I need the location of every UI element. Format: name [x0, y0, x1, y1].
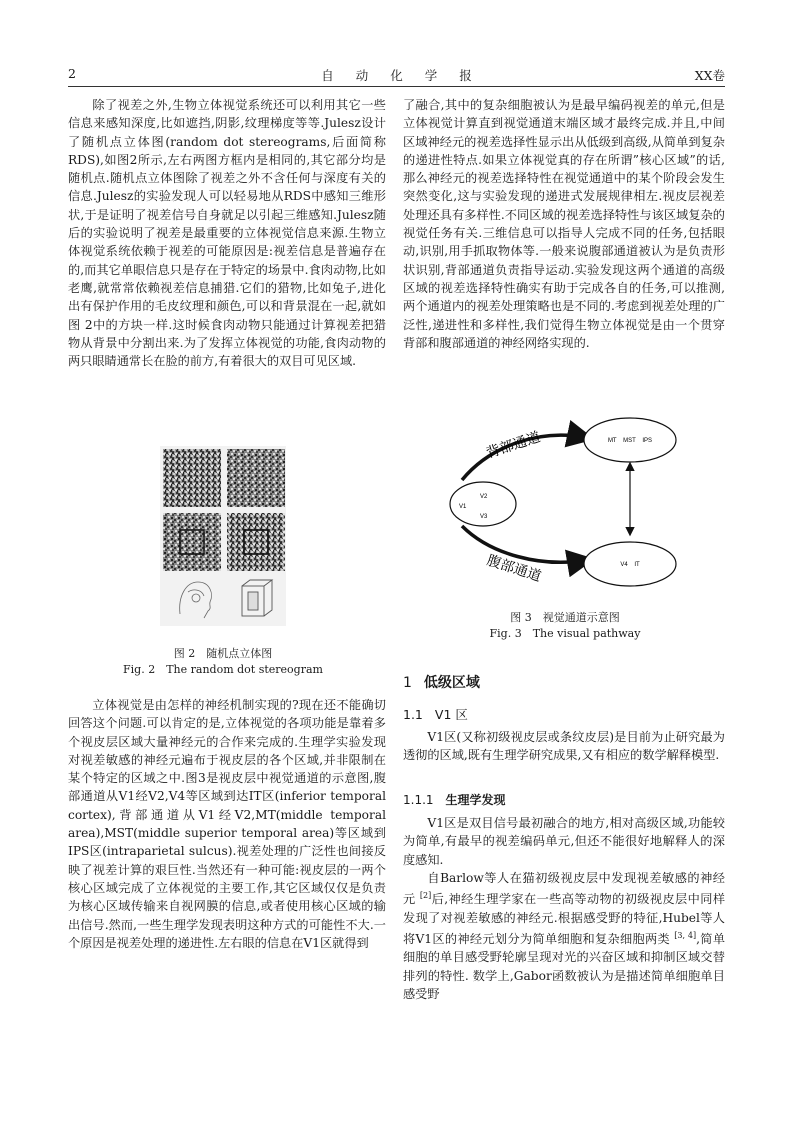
node-v3-label: V3 [480, 514, 488, 520]
header-rule [68, 86, 725, 87]
paragraph: 了融合,其中的复杂细胞被认为是最早编码视差的单元,但是立体视觉计算直到视觉通道末端区域才最终完成.并且,中间区域神经元的视差选择性显示出从低级到高级,从简单到复杂的递进性特点.如果立体视觉真的存在所谓”核心区域”的话,那么神经元的视差选择特性在视觉通道中的某个阶段会发生突然变化,这与实验发现的递进式发展规律相左.视皮层视差处理还具有多样性.不同区域的视差选择特性与该区域复杂的视觉任务有关.三维信息可以指导人完成不同的任务,包括眼动,识别,用手抓取物体等.一般来说腹部通道被认为是负责形状识别,背部通道负责指导运动.实验发现这两个通道的高级区域的视差选择特性确实有助于完成各自的任务,可以推测,两个通道内的视差处理策略也是不同的.考虑到视差处理的广泛性,递进性和多样性,我们觉得生物立体视觉是由一个贯穿背部和腹部通道的神经网络实现的. [403, 98, 725, 350]
section-number: 1.1 [403, 707, 423, 722]
node-top-label: MT MST IPS [607, 438, 653, 444]
node-v1-label: V1 [459, 504, 467, 510]
rds-right-top [227, 449, 285, 507]
section-title: V1 区 [434, 707, 468, 722]
left-column-top [68, 96, 386, 370]
figure-3-caption [440, 610, 690, 642]
figure-3-caption-cn: 图 3 视觉通道示意图 [510, 611, 620, 624]
paragraph: V1区是双目信号最初融合的地方,相对高级区域,功能较为简单,有最早的视差编码单元,但还不能很好地解释人的深度感知. [403, 816, 725, 867]
rds-left-mid [163, 513, 221, 571]
rds-left-top [163, 449, 221, 507]
section-1-1-body [403, 728, 725, 765]
section-number: 1.1.1 [403, 793, 434, 807]
left-column-bottom [68, 696, 386, 952]
paragraph: 立体视觉是由怎样的神经机制实现的?现在还不能确切回答这个问题.可以肯定的是,立体视觉的各项功能是靠着多个视皮层区域大量神经元的合作来完成的.生理学实验发现对视差敏感的神经元遍布于视皮层的各个区域,并非限制在某个特定的区域之中.图3是视皮层中视觉通道的示意图,腹部通道从V1经V2,V4等区域到达IT区(inferior temporal cortex),背部通道从V1经V2,MT(middle temporal area),MST(middle superior temporal area)等区域到IPS区(intraparietal sulcus).视差处理的广泛性也间接反映了视差计算的艰巨性.当然还有一种可能:视皮层的一两个核心区域完成了立体视觉的主要工作,其它区域仅仅是负责为核心区域传输来自视网膜的信息,或者使用核心区域的输出信号.然而,一些生理学发现表明这种方式的可能性不大.一个原因是视差处理的递进性.左右眼的信息在V1区就得到 [68, 698, 386, 950]
paragraph: 除了视差之外,生物立体视觉系统还可以利用其它一些信息来感知深度,比如遮挡,阴影,纹理梯度等等.Julesz设计了随机点立体图(random dot stereograms,后面简称RDS),如图2所示,左右两图方框内是相同的,其它部分均是随机点.随机点立体图除了视差之外不含任何与深度有关的信息.Julesz的实验发现人可以轻易地从RDS中感知三维形状,于是证明了视差信号自身就足以引起三维感知.Julesz随后的实验说明了视差是最重要的立体视觉信息来源.生物立体视觉系统依赖于视差的可能原因是:视差信息是普遍存在的,而其它单眼信息只是存在于特定的场景中.食肉动物,比如老鹰,就常常依赖视差信息捕猎.它们的猎物,比如兔子,进化出有保护作用的毛皮纹理和颜色,可以和背景混在一起,就如图 2中的方块一样.这时候食肉动物只能通过计算视差把猎物从背景中分割出来.为了发挥立体视觉的功能,食肉动物的两只眼睛通常长在脸的前方,有着很大的双目可见区域. [68, 98, 386, 369]
page-number: 2 [68, 66, 76, 81]
head-profile-sketch [180, 582, 212, 618]
figure-2-caption-en: Fig. 2 The random dot stereogram [123, 663, 323, 676]
rds-right-mid [227, 513, 285, 571]
ventral-label: 腹部通道 [484, 552, 543, 586]
citation[interactable]: [3, 4] [674, 930, 697, 940]
dorsal-label: 背部通道 [484, 429, 543, 462]
section-1-1-heading [403, 705, 468, 723]
figure-2 [160, 446, 286, 626]
figure-2-caption [120, 646, 326, 678]
ventral-arrow [462, 526, 588, 562]
text-run: 后,神经生理学家在一些高等动物的初级视皮层中同样发现了对视差敏感的神经元.根据感受野的特征,Hubel等人将V1区的神经元划分为简单细胞和复杂细胞两类 [403, 892, 726, 946]
journal-title: 自动化学报 [321, 68, 494, 83]
section-title: 低级区域 [423, 675, 480, 691]
paragraph [403, 869, 725, 1003]
section-title: 生理学发现 [445, 793, 506, 807]
section-1-1-1-heading [403, 791, 506, 808]
citation[interactable]: [2] [419, 891, 432, 901]
paragraph: V1区(又称初级视皮层或条纹皮层)是目前为止研究最为透彻的区域,既有生理学研究成果,又有相应的数学解释模型. [403, 730, 725, 763]
section-number: 1 [403, 675, 412, 691]
text-run: 自Barlow等人在猫初级视皮层中发现视差敏感的神经元 [403, 870, 725, 907]
box-perspective-sketch [242, 580, 272, 616]
figure-3 [440, 416, 690, 598]
figure-3-caption-en: Fig. 3 The visual pathway [489, 627, 641, 640]
node-bottom-label: V4 IT [620, 562, 640, 568]
right-column-top [403, 96, 725, 352]
node-v2-label: V2 [480, 494, 488, 500]
section-1-1-1-body [403, 814, 725, 1003]
visual-pathway-diagram [440, 416, 690, 598]
section-1-heading [403, 672, 480, 692]
text-run: ,简单细胞的单目感受野轮廓呈现对光的兴奋区域和抑制区域交替排列的特性. 数学上,Gabor函数被认为是描述简单细胞单目感受野 [403, 931, 726, 1001]
page-header [68, 64, 725, 84]
random-dot-stereogram [160, 446, 286, 626]
figure-2-caption-cn: 图 2 随机点立体图 [173, 647, 273, 660]
volume-label: XX卷 [694, 68, 725, 83]
